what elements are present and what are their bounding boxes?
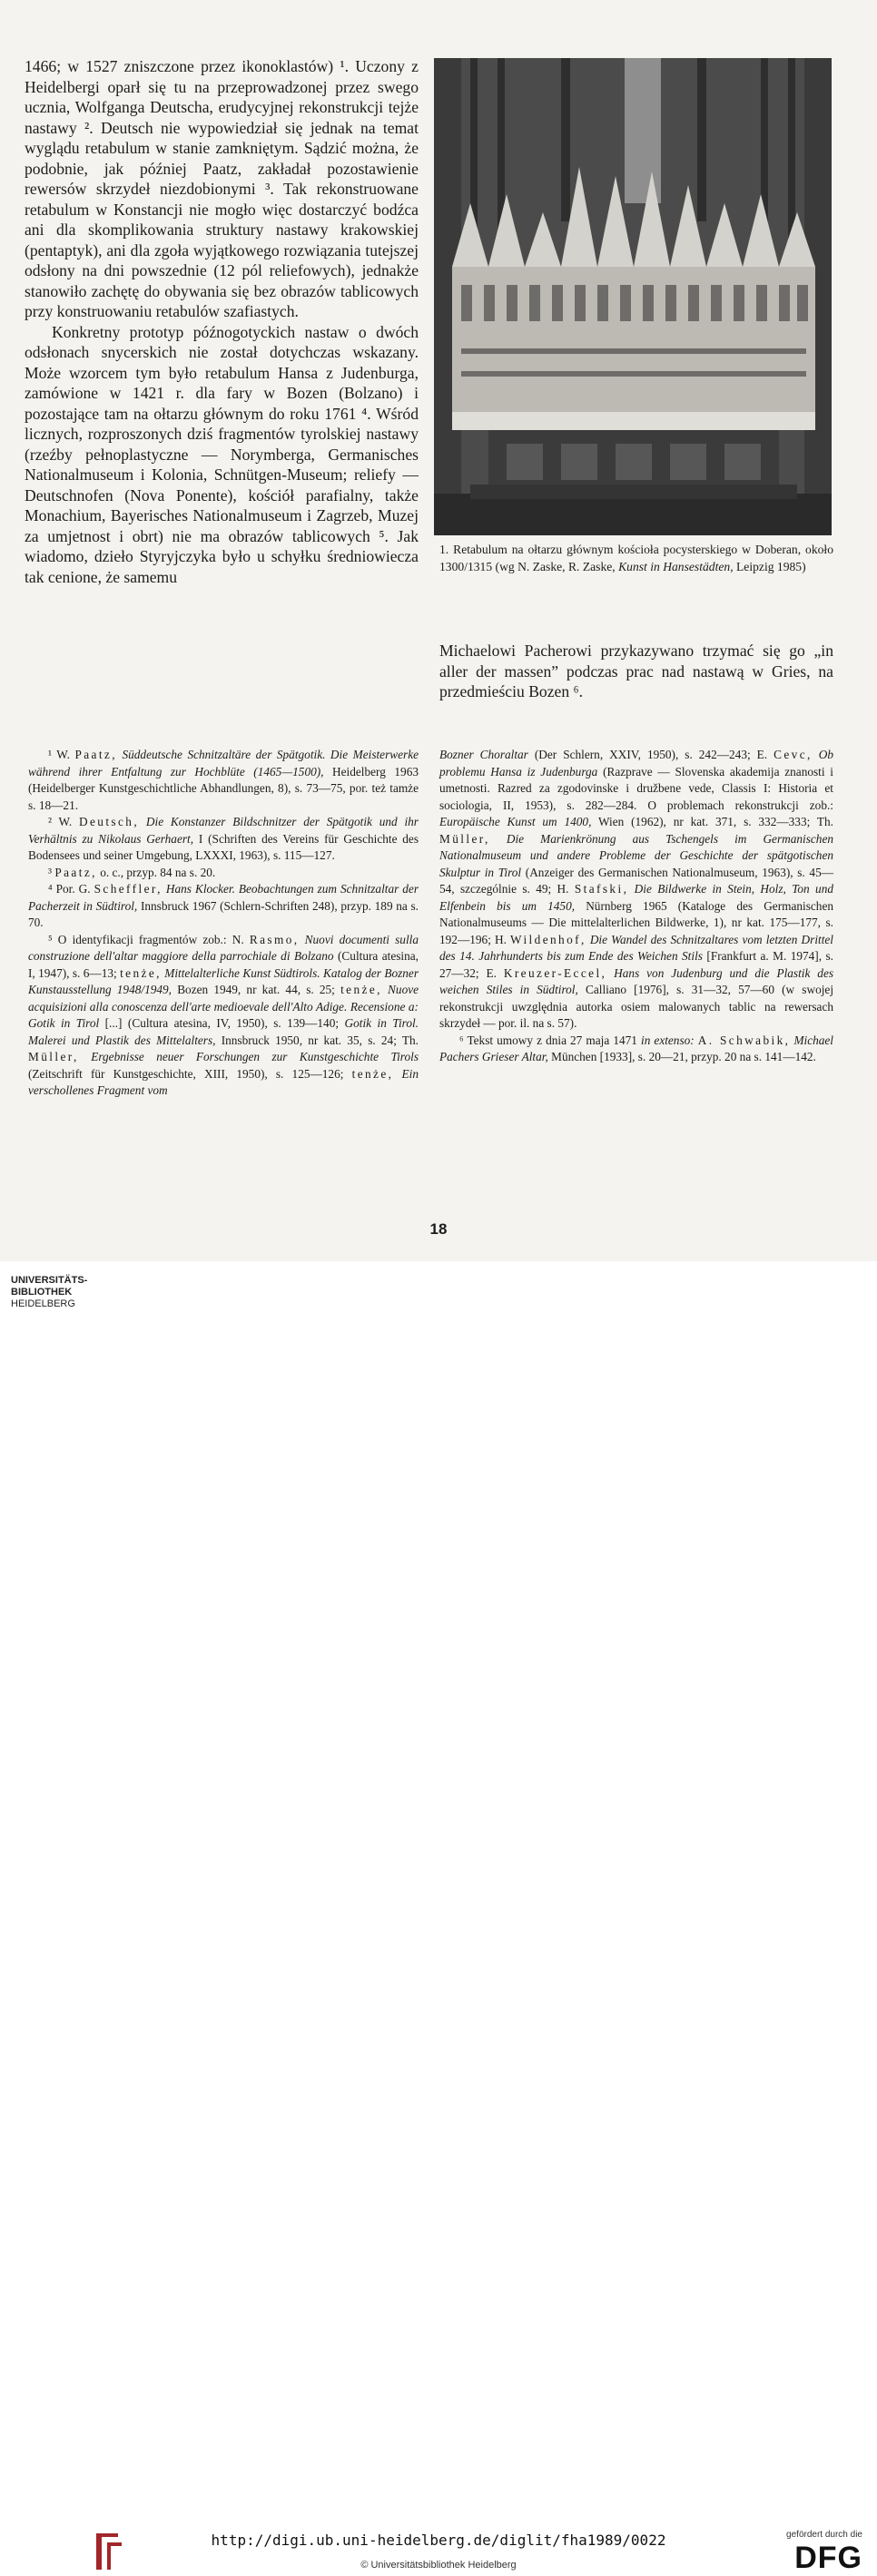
- footnotes-right: [439, 747, 833, 1066]
- library-name: UNIVERSITÄTS- BIBLIOTHEK HEIDELBERG: [11, 1275, 88, 1309]
- caption-italic: Kunst in Hansestädten,: [618, 559, 734, 573]
- paragraph: Konkretny prototyp późnogotyckich nastaw o dwóch odsłonach snycerskich nie został dotychczas wskazany. Może wzorcem tym było retabulum Hansa z Judenburga, zamówione w 1421 r. dla fary w Bozen (Bolzano) i pozostające tam na ołtarzu głównym do roku 1761 ⁴. Wśród licznych, rozproszonych dziś fragmentów tyrolskiej nastawy (rzeźby pełnoplastyczne — Norymberga, Germanisches Nationalmuseum i Kolonia, Schnütgen-Museum; reliefy — Deutschnofen (Nova Ponente), kościół parafialny, także Monachium, Bayerisches Nationalmuseum i Zagrzeb, Muzej za umjetnost i obrt) nie ma obrazów tablicowych ⁵. Jak wiadomo, dzieło Styryjczyka było u schyłku średniowiecza tak cenione, że samemu: [25, 322, 419, 586]
- digitization-footer: [0, 1261, 877, 2575]
- footnote-3: ³ Paatz, o. c., przyp. 84 na s. 20.: [48, 865, 216, 879]
- caption-text: 1. Retabulum na ołtarzu głównym kościoła pocysterskiego w Doberan, około 1300/1315 (wg N. Zaske, R. Zaske,: [439, 543, 833, 573]
- funding-note: gefördert durch die: [786, 2530, 862, 2540]
- left-column-text: [25, 56, 419, 587]
- page-number: 18: [429, 1220, 448, 1238]
- paragraph: Michaelowi Pacherowi przykazywano trzymać się go „in aller der massen” podczas prac nad nastawą w Gries, na przedmieściu Bozen ⁶.: [439, 642, 833, 700]
- footnote-6: ⁶ Tekst umowy z dnia 27 maja 1471 in extenso: A. Schwabik, Michael Pachers Grieser Altar, München [1933], s. 20—21, przyp. 20 na s. 141—142.: [439, 1033, 834, 1063]
- altarpiece-image: [434, 58, 832, 535]
- paragraph: 1466; w 1527 zniszczone przez ikonoklastów) ¹. Uczony z Heidelbergi oparł się tu na przeprowadzonej przez swego ucznia, Wolfganga Deutscha, erudycyjnej rekonstrukcji tejże nastawy ². Deutsch nie wypowiedział się jednak na temat wyglądu retabulum w stanie zamkniętym. Sądzić można, że podobnie, jak później Paatz, zakładał pozostawienie rewersów skrzydeł niezdobionymi ³. Tak rekonstruowane retabulum w Konstancji nie mogło więc dostarczyć bodźca ani dla skomplikowania struktury nastawy krakowskiej (pentaptyk), ani dla zgoła wyjątkowego rozwiązania tutejszej odsłony na dni powszednie (12 pól reliefowych), jednakże stanowiło zachętę do obywania się bez obrazów tablicowych przy konstruowaniu retabulów szafiastych.: [25, 57, 419, 320]
- copyright: © Universitätsbibliothek Heidelberg: [360, 2560, 517, 2571]
- footnote-5-continued: Bozner Choraltar (Der Schlern, XXIV, 1950), s. 242—243; E. Cevc, Ob problemu Hansa iz Judenburga (Razprave — Slovenska akademija znanosti i umetnosti. Razred za zgodovinske i družbene vede, Classis I: Historia et sociologia, II, 1953), s. 282—284. O problemach rekonstrukcji zob.: Europäische Kunst um 1400, Wien (1962), nr kat. 371, s. 332—333; Th. Müller, Die Marienkrönung aus Tschengels im Germanischen Nationalmuseum und andere Probleme der Geschichte der spätgotischen Skulptur in Tirol (Anzeiger des Germanischen Nationalmuseum, 1963), s. 45—54, szczególnie s. 49; H. Stafski, Die Bildwerke in Stein, Holz, Ton und Elfenbein bis um 1450, Nürnberg 1965 (Kataloge des Germanischen Nationalmuseums — Die mittelalterlichen Bildwerke, 1), nr kat. 175—177, s. 192—196; H. Wildenhof, Die Wandel des Schnitzaltares vom letzten Drittel des 14. Jahrhunderts bis zum Ende des Weichen Stils [Frankfurt a. M. 1974], s. 27—32; E. Kreuzer-Eccel, Hans von Judenburg und die Plastik des weichen Stiles in Südtirol, Calliano [1976], s. 31—32, 57—60 (w swojej rekonstrukcji uwzględnia autorka osiem malowanych tablic na rewersach skrzydeł — por. il. na s. 57).: [439, 748, 834, 1030]
- source-url[interactable]: http://digi.ub.uni-heidelberg.de/diglit/fha1989/0022: [211, 2532, 666, 2549]
- footnote-1: ¹ W. Paatz, Süddeutsche Schnitzaltäre der Spätgotik. Die Meisterwerke während ihrer Entfaltung zur Hochblüte (1465—1500), Heidelberg 1963 (Heidelberger Kunstgeschichtliche Abhandlungen, 8), s. 73—75, por. też tamże s. 18—21.: [28, 748, 419, 812]
- footnote-2: ² W. Deutsch, Die Konstanzer Bildschnitzer der Spätgotik und ihr Verhältnis zu Nikolaus Gerhaert, I (Schriften des Vereins für Geschichte des Bodensees und seiner Umgebung, LXXXI, 1963), s. 115—127.: [28, 815, 419, 862]
- dfg-logo: DFG: [794, 2541, 862, 2575]
- right-column-text: [439, 641, 833, 702]
- footnotes-left: [28, 747, 419, 1100]
- footnote-5: ⁵ O identyfikacji fragmentów zob.: N. Rasmo, Nuovi documenti sulla construzione dell'altar maggiore della parrochiale di Bolzano (Cultura atesina, I, 1947), s. 6—13; tenże, Mittelalterliche Kunst Südtirols. Katalog der Bozner Kunstausstellung 1948/1949, Bozen 1949, nr kat. 44, s. 25; tenże, Nuove acquisizioni alla conoscenza dell'arte medioevale dell'Alto Adige. Recensione a: Gotik in Tirol [...] (Cultura atesina, IV, 1950), s. 139—140; Gotik in Tirol. Malerei und Plastik des Mittelalters, Innsbruck 1950, nr kat. 35, s. 24; Th. Müller, Ergebnisse neuer Forschungen zur Kunstgeschichte Tirols (Zeitschrift für Kunstgeschichte, XIII, 1950), s. 125—126; tenże, Ein verschollenes Fragment vom: [28, 932, 419, 1097]
- caption-suffix: Leipzig 1985): [736, 559, 806, 573]
- altarpiece-photograph: [434, 58, 832, 535]
- document-page: [0, 0, 877, 1261]
- footnote-4: ⁴ Por. G. Scheffler, Hans Klocker. Beobachtungen zum Schnitzaltar der Pacherzeit in Südtirol, Innsbruck 1967 (Schlern-Schriften 248), przyp. 189 na s. 70.: [28, 882, 419, 929]
- figure-caption: [439, 542, 833, 575]
